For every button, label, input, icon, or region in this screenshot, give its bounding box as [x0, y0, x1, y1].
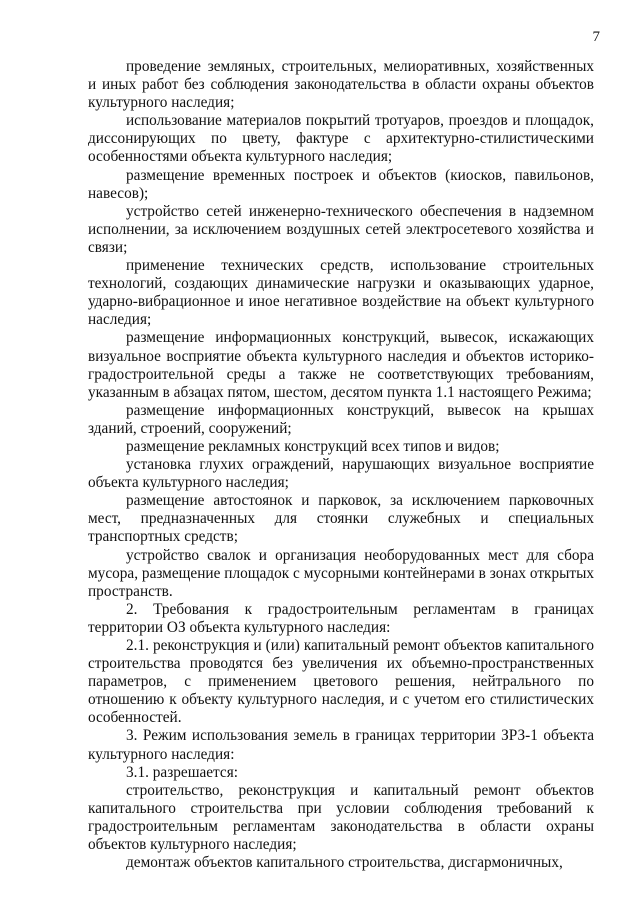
section-heading: 3. Режим использования земель в границах территории ЗРЗ-1 объекта культурного наследия: — [88, 727, 594, 763]
paragraph: 2.1. реконструкция и (или) капитальный ремонт объектов капитального строительства проводятся без увеличения их объемно-пространственных параметров, с применением цветового решения, нейтрального по отношению к объекту культурного наследия, и с учетом его стилистических особенностей. — [88, 637, 594, 727]
paragraph: размещение информационных конструкций, вывесок, искажающих визуальное восприятие объекта культурного наследия и объектов историко-градостроительной среды а также не соответствующих требованиям, указанным в абзацах пятом, шестом, десятом пункта 1.1 настоящего Режима; — [88, 329, 594, 401]
paragraph: устройство сетей инженерно-технического обеспечения в надземном исполнении, за исключением воздушных сетей электросетевого хозяйства и связи; — [88, 202, 594, 256]
paragraph: демонтаж объектов капитального строительства, дисгармоничных, — [126, 854, 563, 872]
page-number: 7 — [592, 29, 600, 45]
paragraph: устройство свалок и организация необорудованных мест для сбора мусора, размещение площадок с мусорными контейнерами в зонах открытых пространств. — [88, 546, 594, 600]
paragraph: строительство, реконструкция и капитальный ремонт объектов капитального строительства при условии соблюдения требований к градостроительным регламентам законодательства в области охраны объектов культурного наследия; — [88, 781, 594, 854]
paragraph: размещение информационных конструкций, вывесок на крышах зданий, строений, сооружений; — [88, 401, 594, 437]
paragraph: проведение земляных, строительных, мелиоративных, хозяйственных и иных работ без соблюдения законодательства в области охраны объектов культурного наследия; — [88, 58, 594, 112]
paragraph: размещение временных построек и объектов (киосков, павильонов, навесов); — [88, 166, 594, 202]
paragraph: размещение автостоянок и парковок, за исключением парковочных мест, предназначенных для стоянки служебных и специальных транспортных средств; — [88, 492, 594, 546]
subsection-heading: 3.1. разрешается: — [126, 763, 238, 781]
paragraph: размещение рекламных конструкций всех типов и видов; — [126, 437, 500, 455]
paragraph: применение технических средств, использование строительных технологий, создающих динамические нагрузки и оказывающих ударное, ударно-вибрационное и иное негативное воздействие на объект культурного наследия; — [88, 257, 594, 329]
paragraph: использование материалов покрытий тротуаров, проездов и площадок, диссонирующих по цвету, фактуре с архитектурно-стилистическими особенностями объекта культурного наследия; — [88, 112, 594, 166]
document-body — [88, 58, 594, 872]
paragraph: установка глухих ограждений, нарушающих визуальное восприятие объекта культурного наследия; — [88, 456, 594, 492]
section-heading: 2. Требования к градостроительным регламентам в границах территории ОЗ объекта культурного наследия: — [88, 600, 594, 636]
